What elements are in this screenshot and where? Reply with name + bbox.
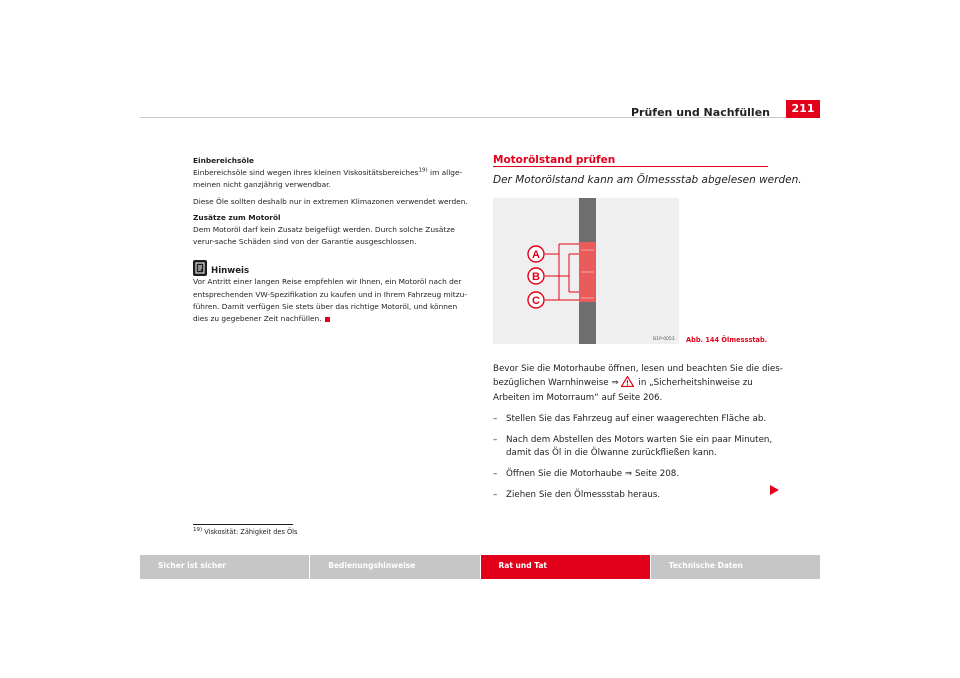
step-item: – Stellen Sie das Fahrzeug auf einer waagerechten Fläche ab. [493, 414, 767, 424]
continue-arrow-icon[interactable] [770, 480, 779, 499]
footnote-rule [193, 524, 293, 525]
left-column [193, 155, 473, 329]
heading-einbereichsoele: Einbereichsöle [193, 156, 255, 165]
note-header [193, 260, 473, 276]
figure-caption: Abb. 144 Ölmessstab. [686, 336, 768, 344]
footnote-ref[interactable]: 19) [418, 167, 428, 174]
footer-tab-bedienungshinweise[interactable]: Bedienungshinweise [310, 555, 479, 579]
footer-tab-rat-und-tat[interactable]: Rat und Tat [481, 555, 650, 579]
footer-tab-sicher-ist-sicher[interactable]: Sicher ist sicher [140, 555, 309, 579]
page-number: 211 [786, 100, 820, 118]
footer-tab-technische-daten[interactable]: Technische Daten [651, 555, 820, 579]
footnote: $^{19)}$ Viskosität: Zähigkeit des Öls [193, 526, 298, 536]
heading-zusaetze: Zusätze zum Motoröl [193, 212, 281, 222]
step-item: – Ziehen Sie den Ölmessstab heraus. [493, 490, 661, 500]
footer-nav [140, 555, 820, 579]
note-text: Vor Antritt einer langen Reise empfehlen wir Ihnen, ein Motoröl nach der entsprechenden VW-Spezifikation zu kaufen und in Ihrem Fahrzeug mitzu-führen. Damit verfügen Sie stets über das richtige Motoröl, und können dies zu gegebener Zeit nachfüllen. [193, 277, 467, 324]
figure-label-a [528, 246, 544, 262]
paragraph-viskositaet: Einbereichsöle sind wegen ihres kleinen Viskositätsbereiches$^{19)}$ im allge-meinen nicht ganzjährig verwendbar. [193, 167, 463, 190]
figure-label-c [528, 292, 544, 308]
right-title-rule [493, 166, 768, 167]
right-body [493, 363, 783, 510]
paragraph-klimazonen: Diese Öle sollten deshalb nur in extremen Klimazonen verwendet werden. [193, 196, 468, 206]
note-icon [193, 260, 207, 276]
svg-text:C: C [532, 295, 540, 307]
figure-code: B1P-0053 [653, 337, 675, 342]
intro-paragraph: Bevor Sie die Motorhaube öffnen, lesen und beachten Sie die dies-bezüglichen Warnhinweise ⇒ in „Sicherheitshinweise zu Arbeiten im Motorraum“ auf Seite 206. [493, 364, 783, 403]
figure-label-b [528, 268, 544, 284]
warning-icon[interactable] [621, 376, 634, 392]
svg-text:B: B [532, 271, 540, 283]
right-section-title: Motorölstand prüfen [493, 154, 616, 166]
paragraph-zusaetze: Dem Motoröl darf kein Zusatz beigefügt werden. Durch solche Zusätze verur-sache Schäden sind von der Garantie ausgeschlossen. [193, 225, 455, 247]
svg-text:A: A [532, 249, 540, 261]
end-of-section-icon [325, 317, 330, 322]
right-section-subtitle: Der Motorölstand kann am Ölmessstab abgelesen werden. [493, 174, 802, 186]
section-title: Prüfen und Nachfüllen [630, 106, 770, 119]
figure-oil-dipstick [493, 198, 679, 344]
step-item: – Öffnen Sie die Motorhaube ⇒ Seite 208. [493, 469, 680, 479]
step-item: – Nach dem Abstellen des Motors warten Sie ein paar Minuten, damit das Öl in die Ölwanne zurückfließen kann. [493, 435, 773, 458]
note-title: Hinweis [211, 266, 250, 277]
